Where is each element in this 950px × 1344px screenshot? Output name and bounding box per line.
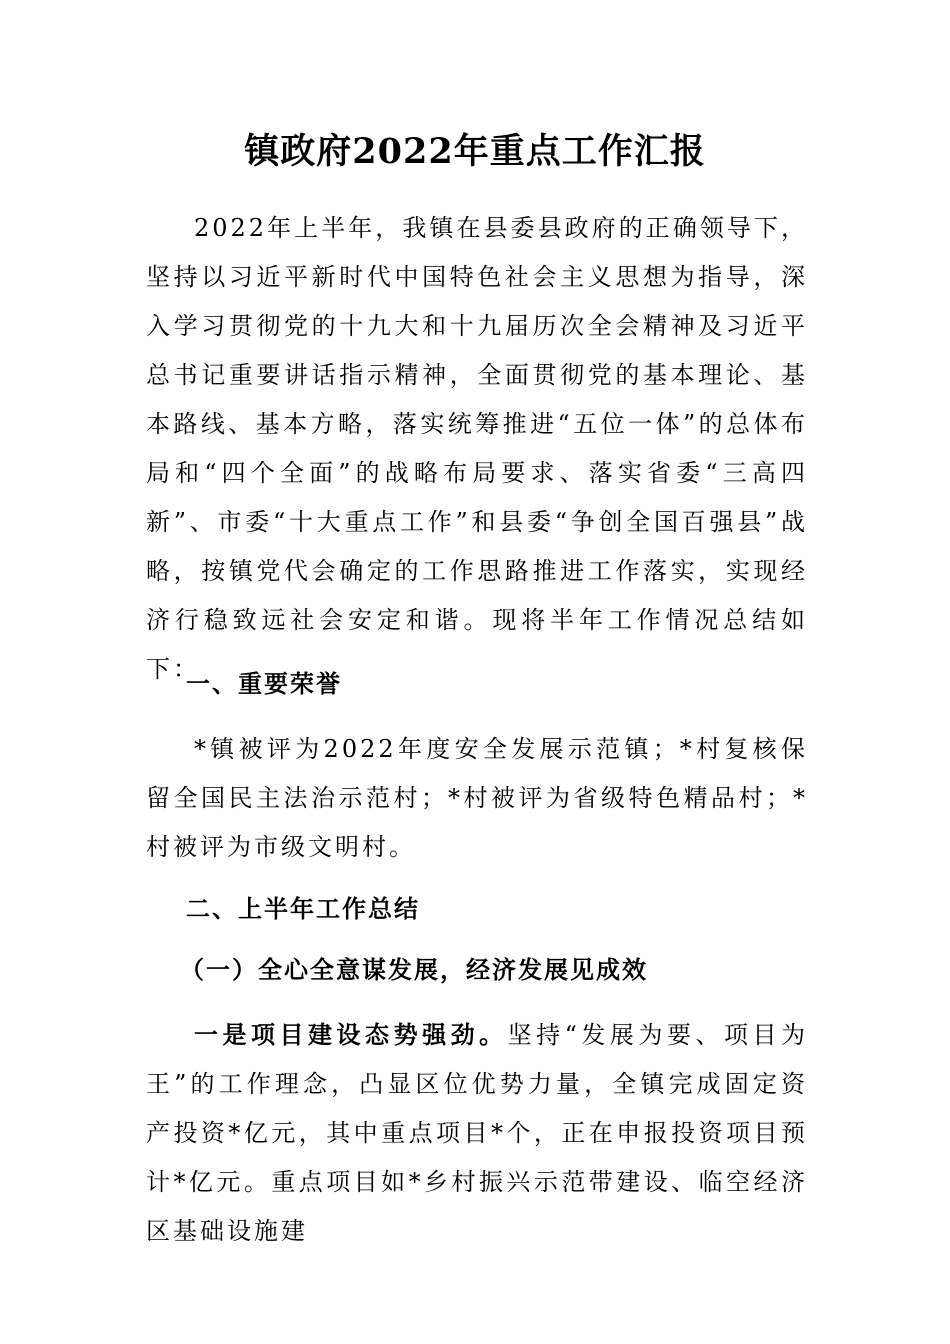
subsection-heading-economy: （一）全心全意谋发展，经济发展见成效 — [180, 955, 648, 984]
section-heading-honors: 一、重要荣誉 — [186, 669, 342, 698]
section-heading-summary: 二、上半年工作总结 — [186, 894, 420, 923]
intro-paragraph: 2022年上半年，我镇在县委县政府的正确领导下，坚持以习近平新时代中国特色社会主义思想为指导，深入学习贯彻党的十九大和十九届历次全会精神及习近平总书记重要讲话指示精神，全面贯彻党的基本理论、基本路线、基本方略，落实统筹推进“五位一体”的总体布局和“四个全面”的战略布局要求、落实省委“三高四新”、市委“十大重点工作”和县委“争创全国百强县”战略，按镇党代会确定的工作思路推进工作落实，实现经济行稳致远社会安定和谐。现将半年工作情况总结如下： — [146, 214, 808, 683]
project-paragraph-text: 坚持“发展为要、项目为王”的工作理念，凸显区位优势力量，全镇完成固定资产投资*亿元，其中重点项目*个，正在申报投资项目预计*亿元。重点项目如*乡村振兴示范带建设、临空经济区基础设施建 — [146, 1021, 808, 1245]
honors-paragraph: *镇被评为2022年度安全发展示范镇；*村复核保留全国民主法治示范村；*村被评为省级特色精品村；*村被评为市级文明村。 — [146, 735, 808, 861]
project-paragraph-lead: 一是项目建设态势强劲。 — [194, 1020, 508, 1049]
project-paragraph — [146, 1010, 808, 1256]
document-title: 镇政府2022年重点工作汇报 — [244, 131, 706, 172]
